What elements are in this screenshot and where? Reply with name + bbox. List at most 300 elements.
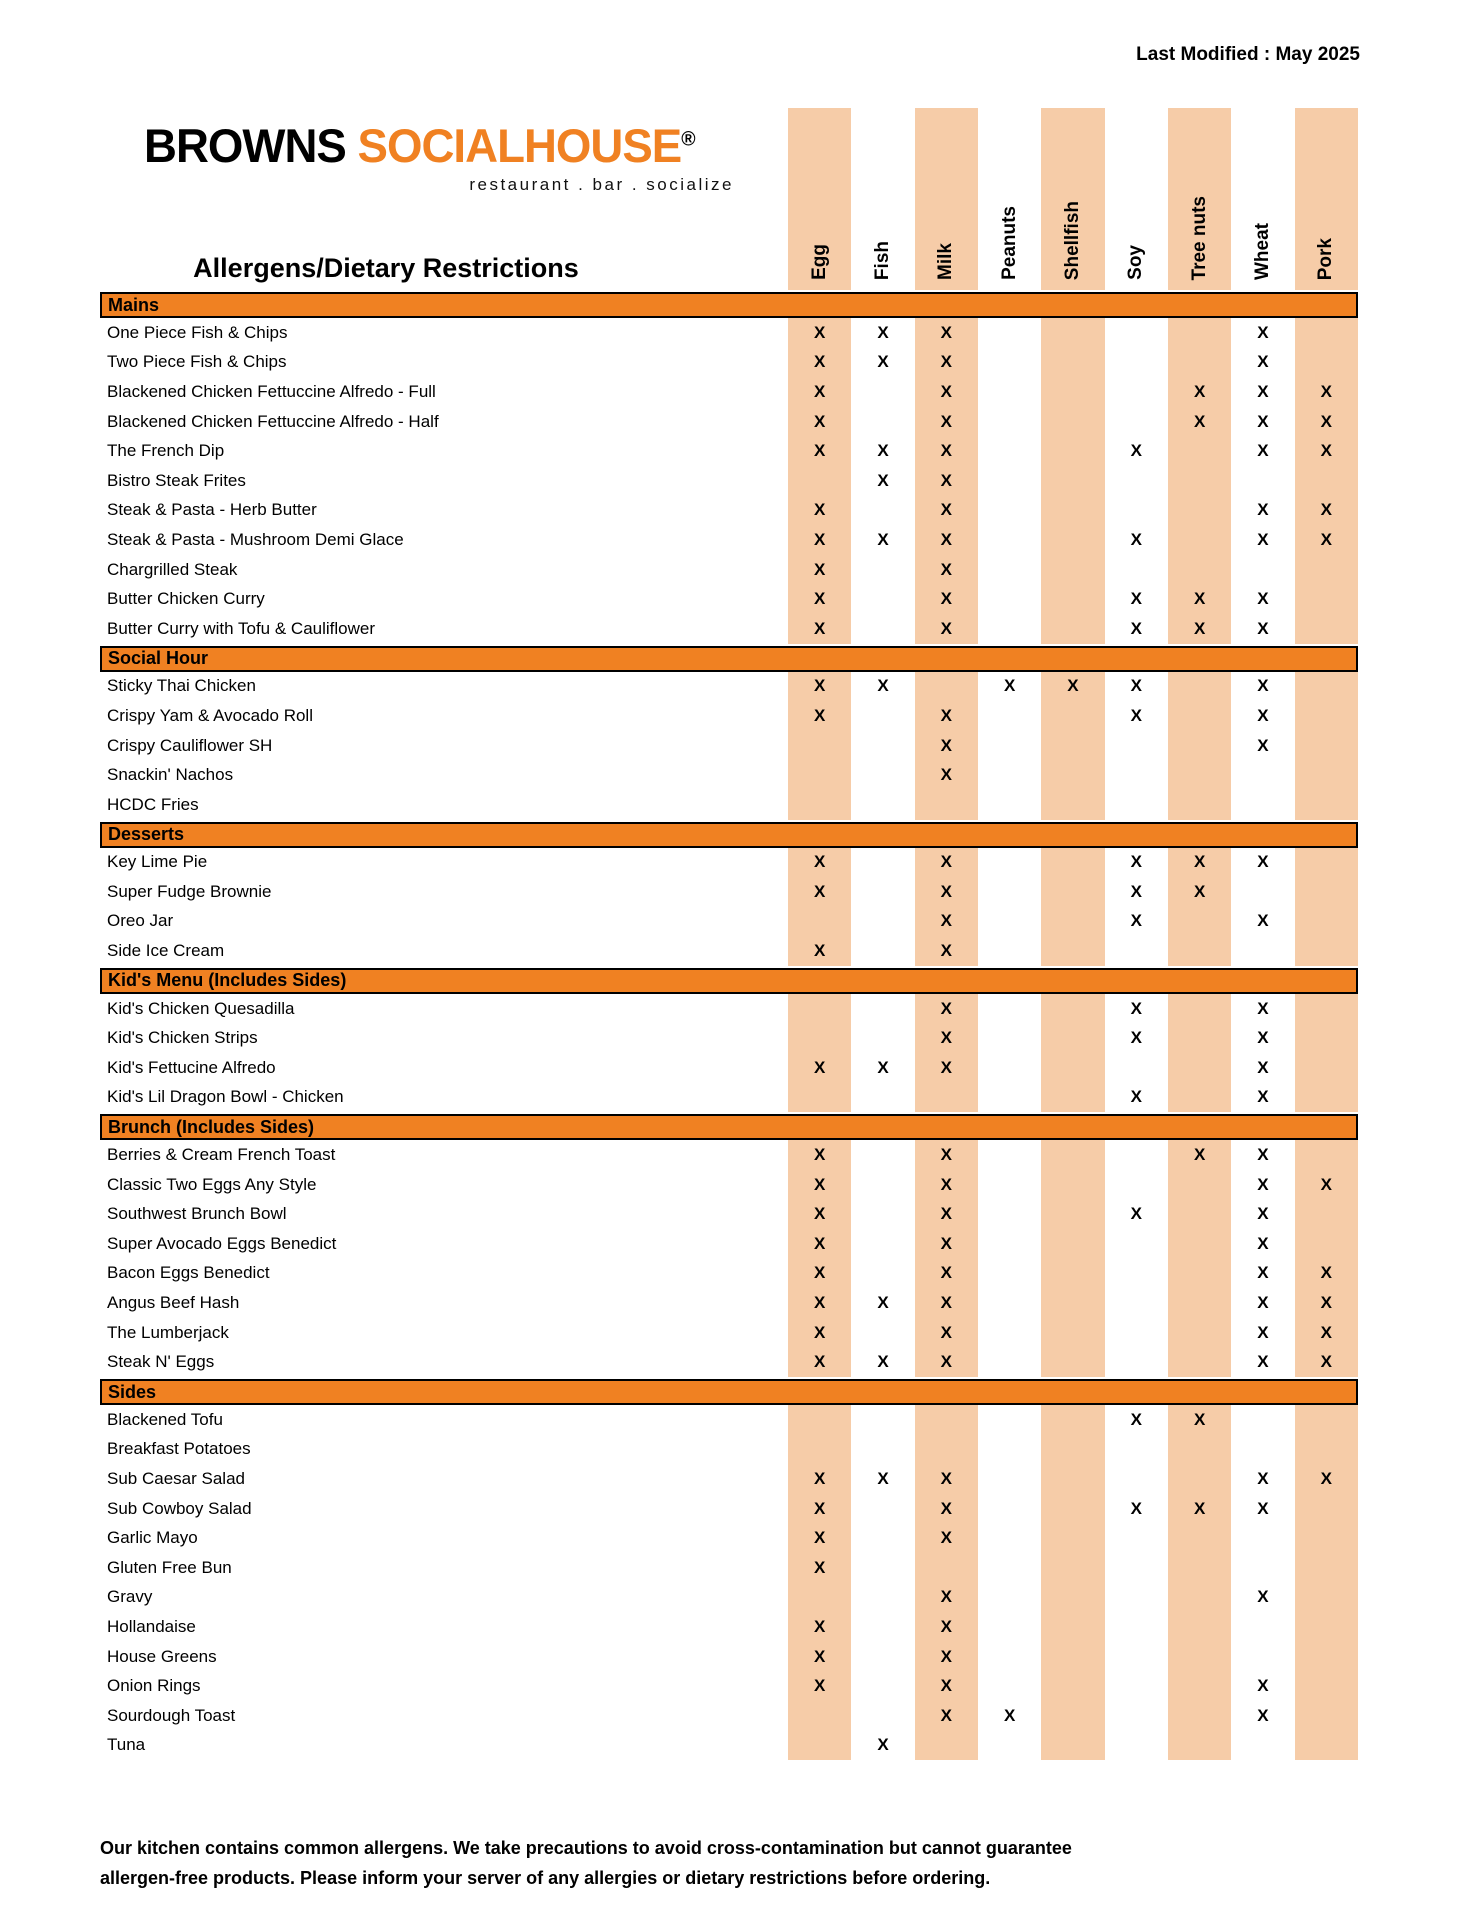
allergen-mark-wheat: X: [1257, 735, 1269, 755]
allergen-mark-soy: [1105, 1523, 1168, 1553]
allergen-mark-shellfish: [1041, 907, 1104, 937]
allergen-mark-milk: X: [915, 1523, 978, 1553]
allergen-mark-egg: X: [788, 672, 851, 702]
menu-item-row-blackened-chicken-fettuccine-alfredo-half: [100, 407, 1358, 437]
allergen-mark-peanuts: [978, 1347, 1041, 1377]
allergen-mark-shellfish: [1041, 994, 1104, 1024]
allergen-mark-fish: X: [877, 1468, 889, 1488]
allergen-mark-fish: [851, 1170, 914, 1200]
allergen-mark-wheat: X: [1257, 322, 1269, 342]
allergen-mark-shellfish: [1041, 1083, 1104, 1113]
allergen-mark-soy: [1105, 1671, 1168, 1701]
menu-item-row-kid-s-chicken-quesadilla: [100, 994, 1358, 1024]
allergen-mark-pork: [1295, 1229, 1358, 1259]
allergen-mark-soy: [1105, 496, 1168, 526]
allergen-mark-soy: X: [1130, 1498, 1142, 1518]
allergen-mark-peanuts: [978, 496, 1041, 526]
allergen-mark-milk: X: [915, 466, 978, 496]
item-name: Blackened Tofu: [107, 1409, 223, 1429]
allergen-mark-soy: [1105, 731, 1168, 761]
allergen-mark-pork: [1295, 994, 1358, 1024]
allergen-column-header-milk: [915, 108, 978, 290]
allergen-mark-tree-nuts: [1168, 936, 1231, 966]
allergen-mark-egg: [788, 1405, 851, 1435]
allergen-mark-peanuts: [978, 555, 1041, 585]
allergen-column-header-fish: [851, 108, 914, 290]
allergen-mark-peanuts: [978, 1553, 1041, 1583]
allergen-mark-tree-nuts: [1168, 348, 1231, 378]
allergen-mark-milk: X: [915, 731, 978, 761]
allergen-mark-pork: X: [1295, 525, 1358, 555]
allergen-mark-fish: [851, 1642, 914, 1672]
allergen-mark-peanuts: [978, 525, 1041, 555]
allergen-mark-wheat: X: [1257, 1293, 1269, 1313]
allergen-mark-pork: [1295, 848, 1358, 878]
allergen-mark-soy: [1105, 1553, 1168, 1583]
allergen-mark-wheat: [1231, 1612, 1294, 1642]
item-name: Kid's Lil Dragon Bowl - Chicken: [107, 1087, 344, 1107]
allergen-mark-shellfish: [1041, 436, 1104, 466]
allergen-mark-pork: [1295, 318, 1358, 348]
menu-item-row-butter-curry-with-tofu-cauliflower: [100, 614, 1358, 644]
menu-item-row-angus-beef-hash: [100, 1288, 1358, 1318]
allergen-mark-milk: [915, 790, 978, 820]
allergen-mark-pork: [1295, 1405, 1358, 1435]
item-name: Super Fudge Brownie: [107, 881, 272, 901]
allergen-mark-pork: [1295, 1494, 1358, 1524]
allergen-mark-wheat: [1231, 1405, 1294, 1435]
footer-line-2: allergen-free products. Please inform your server of any allergies or dietary restrictions before ordering.: [100, 1867, 991, 1888]
allergen-mark-milk: X: [915, 1259, 978, 1289]
allergen-mark-wheat: X: [1257, 1705, 1269, 1725]
allergen-column-label: Soy: [1125, 245, 1147, 280]
menu-item-row-hollandaise: [100, 1612, 1358, 1642]
allergen-mark-milk: X: [915, 377, 978, 407]
item-name: Steak & Pasta - Herb Butter: [107, 500, 317, 520]
allergen-mark-tree-nuts: X: [1168, 614, 1231, 644]
allergen-mark-peanuts: [978, 790, 1041, 820]
allergen-mark-pork: [1295, 466, 1358, 496]
menu-item-row-oreo-jar: [100, 907, 1358, 937]
allergen-mark-egg: X: [788, 1259, 851, 1289]
allergen-mark-egg: [788, 1701, 851, 1731]
allergen-mark-shellfish: [1041, 377, 1104, 407]
allergen-mark-tree-nuts: [1168, 1464, 1231, 1494]
allergen-mark-wheat: X: [1257, 1498, 1269, 1518]
allergen-mark-soy: [1105, 1318, 1168, 1348]
allergen-mark-peanuts: [978, 436, 1041, 466]
allergen-mark-milk: X: [915, 877, 978, 907]
allergen-mark-tree-nuts: X: [1168, 1140, 1231, 1170]
allergen-mark-fish: [851, 907, 914, 937]
allergen-mark-shellfish: [1041, 1731, 1104, 1761]
allergen-column-label: Fish: [871, 240, 893, 280]
menu-item-row-bistro-steak-frites: [100, 466, 1358, 496]
item-name: HCDC Fries: [107, 794, 199, 814]
allergen-mark-peanuts: [978, 1435, 1041, 1465]
allergen-mark-egg: [788, 790, 851, 820]
allergen-mark-peanuts: [978, 1229, 1041, 1259]
allergen-mark-pork: [1295, 1053, 1358, 1083]
allergen-mark-fish: [851, 496, 914, 526]
allergen-mark-egg: X: [788, 348, 851, 378]
allergen-mark-fish: [851, 377, 914, 407]
item-name: Butter Curry with Tofu & Cauliflower: [107, 618, 376, 638]
menu-item-row-classic-two-eggs-any-style: [100, 1170, 1358, 1200]
brand-logo: [144, 118, 750, 195]
allergen-mark-fish: [851, 936, 914, 966]
allergen-mark-soy: [1105, 466, 1168, 496]
allergen-mark-soy: X: [1130, 911, 1142, 931]
allergen-mark-milk: X: [915, 1170, 978, 1200]
allergen-mark-tree-nuts: [1168, 1229, 1231, 1259]
registered-trademark-icon: ®: [681, 128, 695, 151]
allergen-mark-pork: [1295, 1731, 1358, 1761]
last-modified-label: Last Modified : May 2025: [1136, 44, 1360, 65]
allergen-mark-pork: [1295, 1435, 1358, 1465]
allergen-mark-tree-nuts: [1168, 731, 1231, 761]
allergen-mark-peanuts: [978, 318, 1041, 348]
allergen-mark-shellfish: [1041, 1612, 1104, 1642]
item-name: Crispy Cauliflower SH: [107, 735, 273, 755]
allergen-mark-soy: X: [1130, 705, 1142, 725]
allergen-mark-egg: X: [788, 1053, 851, 1083]
allergen-mark-shellfish: [1041, 731, 1104, 761]
allergen-mark-pork: [1295, 1083, 1358, 1113]
allergen-mark-soy: X: [1130, 1087, 1142, 1107]
allergen-mark-pork: [1295, 555, 1358, 585]
allergen-mark-peanuts: [978, 1494, 1041, 1524]
allergen-mark-wheat: X: [1257, 381, 1269, 401]
allergen-mark-milk: X: [915, 1318, 978, 1348]
allergen-mark-egg: X: [788, 436, 851, 466]
menu-item-row-bacon-eggs-benedict: [100, 1259, 1358, 1289]
allergen-column-header-peanuts: [978, 108, 1041, 290]
menu-item-row-southwest-brunch-bowl: [100, 1199, 1358, 1229]
menu-item-row-garlic-mayo: [100, 1523, 1358, 1553]
allergen-mark-milk: X: [915, 760, 978, 790]
allergen-mark-tree-nuts: [1168, 1259, 1231, 1289]
allergen-mark-tree-nuts: [1168, 907, 1231, 937]
allergen-mark-tree-nuts: [1168, 1023, 1231, 1053]
allergen-mark-soy: [1105, 1053, 1168, 1083]
allergen-mark-egg: X: [788, 1170, 851, 1200]
allergen-mark-peanuts: [978, 1053, 1041, 1083]
allergen-mark-wheat: [1231, 1731, 1294, 1761]
item-name: Crispy Yam & Avocado Roll: [107, 705, 313, 725]
allergen-mark-pork: [1295, 348, 1358, 378]
menu-item-row-key-lime-pie: [100, 848, 1358, 878]
allergen-mark-milk: X: [915, 701, 978, 731]
allergen-column-label: Peanuts: [998, 206, 1020, 280]
item-name: Bistro Steak Frites: [107, 470, 246, 490]
item-name: Berries & Cream French Toast: [107, 1145, 336, 1165]
allergen-mark-shellfish: [1041, 790, 1104, 820]
allergen-mark-tree-nuts: [1168, 1553, 1231, 1583]
allergen-mark-wheat: [1231, 760, 1294, 790]
menu-item-row-side-ice-cream: [100, 936, 1358, 966]
item-name: Southwest Brunch Bowl: [107, 1204, 287, 1224]
allergen-mark-milk: X: [915, 555, 978, 585]
menu-item-row-steak-n-eggs: [100, 1347, 1358, 1377]
table-corner: [100, 108, 788, 290]
item-name: Gluten Free Bun: [107, 1557, 232, 1577]
allergen-mark-egg: X: [788, 1140, 851, 1170]
allergen-mark-fish: [851, 1199, 914, 1229]
allergen-mark-pork: [1295, 584, 1358, 614]
item-name: Sourdough Toast: [107, 1705, 236, 1725]
allergen-mark-milk: [915, 1731, 978, 1761]
allergen-mark-wheat: X: [1257, 998, 1269, 1018]
item-name: Angus Beef Hash: [107, 1293, 240, 1313]
allergen-mark-shellfish: [1041, 936, 1104, 966]
allergen-mark-wheat: X: [1257, 618, 1269, 638]
allergen-mark-fish: [851, 1318, 914, 1348]
allergen-mark-shellfish: [1041, 877, 1104, 907]
allergen-mark-shellfish: [1041, 1701, 1104, 1731]
allergen-column-header-wheat: [1231, 108, 1294, 290]
allergen-mark-fish: [851, 1023, 914, 1053]
menu-item-row-hcdc-fries: [100, 790, 1358, 820]
item-name: The Lumberjack: [107, 1322, 229, 1342]
menu-item-row-blackened-chicken-fettuccine-alfredo-full: [100, 377, 1358, 407]
allergen-mark-shellfish: [1041, 555, 1104, 585]
allergen-mark-pork: X: [1295, 1347, 1358, 1377]
brand-name-browns: BROWNS: [144, 119, 346, 172]
allergen-mark-peanuts: [978, 1023, 1041, 1053]
menu-item-row-kid-s-fettucine-alfredo: [100, 1053, 1358, 1083]
allergen-mark-soy: [1105, 1583, 1168, 1613]
menu-item-row-steak-pasta-herb-butter: [100, 496, 1358, 526]
allergen-mark-wheat: X: [1257, 1587, 1269, 1607]
allergen-mark-wheat: X: [1257, 676, 1269, 696]
allergen-mark-fish: [851, 555, 914, 585]
menu-item-row-kid-s-chicken-strips: [100, 1023, 1358, 1053]
allergen-mark-tree-nuts: [1168, 1523, 1231, 1553]
allergen-mark-fish: [851, 584, 914, 614]
allergen-mark-fish: X: [877, 676, 889, 696]
allergen-mark-wheat: [1231, 1435, 1294, 1465]
item-name: Oreo Jar: [107, 911, 174, 931]
allergen-mark-egg: X: [788, 614, 851, 644]
brand-wordmark: [144, 118, 732, 173]
section-header-brunch-includes-sides: Brunch (Includes Sides): [100, 1114, 1358, 1140]
menu-item-row-sourdough-toast: [100, 1701, 1358, 1731]
allergen-column-label: Pork: [1315, 237, 1337, 280]
allergen-mark-egg: X: [788, 701, 851, 731]
allergen-mark-pork: [1295, 1023, 1358, 1053]
item-name: Chargrilled Steak: [107, 559, 238, 579]
allergen-mark-egg: X: [788, 1347, 851, 1377]
allergen-mark-milk: X: [915, 1347, 978, 1377]
allergen-mark-soy: [1105, 1642, 1168, 1672]
allergen-mark-pork: [1295, 790, 1358, 820]
allergen-mark-tree-nuts: [1168, 1612, 1231, 1642]
allergen-mark-fish: [851, 1140, 914, 1170]
allergen-mark-pork: [1295, 1612, 1358, 1642]
allergen-mark-wheat: X: [1257, 1352, 1269, 1372]
allergen-mark-tree-nuts: [1168, 672, 1231, 702]
menu-item-row-house-greens: [100, 1642, 1358, 1672]
allergen-mark-soy: [1105, 1347, 1168, 1377]
allergen-mark-shellfish: [1041, 614, 1104, 644]
allergen-mark-milk: X: [915, 1671, 978, 1701]
allergen-mark-tree-nuts: [1168, 701, 1231, 731]
allergen-mark-shellfish: [1041, 1023, 1104, 1053]
allergen-mark-peanuts: [978, 1288, 1041, 1318]
allergen-mark-tree-nuts: X: [1168, 377, 1231, 407]
allergen-mark-peanuts: [978, 1464, 1041, 1494]
menu-item-row-onion-rings: [100, 1671, 1358, 1701]
allergen-mark-soy: [1105, 318, 1168, 348]
allergen-mark-wheat: X: [1257, 500, 1269, 520]
allergen-mark-milk: X: [915, 936, 978, 966]
table-body: [100, 292, 1358, 1760]
allergen-mark-tree-nuts: [1168, 496, 1231, 526]
allergen-mark-fish: X: [877, 470, 889, 490]
section-header-sides: Sides: [100, 1379, 1358, 1405]
allergen-mark-fish: [851, 1671, 914, 1701]
allergen-mark-tree-nuts: [1168, 1435, 1231, 1465]
allergen-mark-egg: X: [788, 1229, 851, 1259]
allergen-mark-fish: [851, 1435, 914, 1465]
allergen-mark-peanuts: [978, 584, 1041, 614]
allergen-mark-tree-nuts: [1168, 1318, 1231, 1348]
allergen-mark-peanuts: [978, 701, 1041, 731]
allergen-mark-peanuts: X: [1003, 676, 1016, 696]
allergen-mark-peanuts: [978, 1318, 1041, 1348]
allergen-mark-soy: X: [1130, 1028, 1142, 1048]
allergen-mark-soy: X: [1130, 676, 1142, 696]
allergen-mark-peanuts: [978, 877, 1041, 907]
section-header-social-hour: Social Hour: [100, 646, 1358, 672]
allergen-mark-egg: X: [788, 1318, 851, 1348]
allergen-mark-egg: [788, 1023, 851, 1053]
allergen-mark-pork: [1295, 1671, 1358, 1701]
allergen-mark-egg: X: [788, 407, 851, 437]
allergen-mark-fish: [851, 1405, 914, 1435]
allergen-mark-milk: X: [915, 525, 978, 555]
allergen-mark-wheat: X: [1257, 441, 1269, 461]
allergen-mark-pork: [1295, 614, 1358, 644]
allergen-mark-fish: [851, 1259, 914, 1289]
allergen-mark-milk: X: [915, 584, 978, 614]
item-name: Breakfast Potatoes: [107, 1439, 251, 1459]
item-name: The French Dip: [107, 441, 225, 461]
item-name: Tuna: [107, 1735, 146, 1755]
allergen-mark-egg: X: [788, 318, 851, 348]
allergen-mark-peanuts: [978, 1405, 1041, 1435]
allergen-mark-pork: [1295, 936, 1358, 966]
allergen-mark-milk: X: [915, 907, 978, 937]
menu-item-row-crispy-yam-avocado-roll: [100, 701, 1358, 731]
allergen-mark-milk: X: [915, 1642, 978, 1672]
allergen-mark-soy: X: [1130, 529, 1142, 549]
allergen-column-label: Egg: [808, 244, 830, 280]
allergen-mark-shellfish: [1041, 1288, 1104, 1318]
allergen-mark-tree-nuts: X: [1168, 584, 1231, 614]
allergen-mark-egg: X: [788, 1288, 851, 1318]
allergen-mark-egg: X: [788, 877, 851, 907]
allergen-mark-tree-nuts: X: [1168, 1494, 1231, 1524]
allergen-mark-pork: [1295, 877, 1358, 907]
allergen-mark-fish: [851, 1612, 914, 1642]
item-name: Steak & Pasta - Mushroom Demi Glace: [107, 529, 404, 549]
allergen-mark-tree-nuts: [1168, 1583, 1231, 1613]
allergen-mark-wheat: X: [1257, 1057, 1269, 1077]
item-name: Blackened Chicken Fettuccine Alfredo - Half: [107, 411, 439, 431]
allergen-mark-milk: [915, 672, 978, 702]
allergen-mark-fish: [851, 701, 914, 731]
allergen-mark-egg: [788, 731, 851, 761]
allergen-mark-tree-nuts: [1168, 760, 1231, 790]
allergen-mark-tree-nuts: [1168, 1170, 1231, 1200]
allergen-mark-egg: X: [788, 936, 851, 966]
item-name: Side Ice Cream: [107, 941, 225, 961]
allergen-mark-peanuts: [978, 466, 1041, 496]
allergen-mark-peanuts: [978, 1731, 1041, 1761]
allergen-mark-soy: [1105, 936, 1168, 966]
menu-item-row-kid-s-lil-dragon-bowl-chicken: [100, 1083, 1358, 1113]
allergen-mark-milk: X: [915, 436, 978, 466]
allergen-mark-soy: [1105, 1140, 1168, 1170]
allergen-mark-wheat: X: [1257, 1174, 1269, 1194]
allergen-mark-pork: [1295, 1642, 1358, 1672]
allergen-mark-milk: X: [915, 1612, 978, 1642]
allergen-mark-fish: [851, 407, 914, 437]
allergen-mark-shellfish: [1041, 525, 1104, 555]
allergen-mark-soy: [1105, 1435, 1168, 1465]
allergen-mark-wheat: X: [1257, 1028, 1269, 1048]
allergen-mark-fish: X: [877, 1057, 889, 1077]
allergen-mark-peanuts: [978, 1083, 1041, 1113]
allergen-mark-wheat: [1231, 1553, 1294, 1583]
allergen-mark-tree-nuts: [1168, 1083, 1231, 1113]
allergen-mark-egg: [788, 1083, 851, 1113]
allergen-mark-wheat: X: [1257, 705, 1269, 725]
allergen-mark-soy: [1105, 348, 1168, 378]
allergen-mark-pork: [1295, 1553, 1358, 1583]
allergen-mark-soy: X: [1130, 1409, 1142, 1429]
allergen-mark-fish: [851, 1701, 914, 1731]
allergen-mark-pork: X: [1295, 377, 1358, 407]
allergen-mark-shellfish: [1041, 1523, 1104, 1553]
allergen-mark-tree-nuts: X: [1168, 848, 1231, 878]
allergen-mark-fish: [851, 1083, 914, 1113]
allergen-mark-wheat: X: [1257, 1676, 1269, 1696]
allergen-mark-egg: X: [788, 525, 851, 555]
allergen-mark-fish: [851, 877, 914, 907]
allergen-mark-tree-nuts: [1168, 525, 1231, 555]
allergen-mark-fish: X: [877, 1352, 889, 1372]
allergen-mark-tree-nuts: [1168, 436, 1231, 466]
allergen-mark-peanuts: [978, 1170, 1041, 1200]
allergen-mark-egg: X: [788, 1671, 851, 1701]
allergen-mark-shellfish: [1041, 1053, 1104, 1083]
allergen-mark-milk: X: [915, 1023, 978, 1053]
menu-item-row-gluten-free-bun: [100, 1553, 1358, 1583]
menu-item-row-super-avocado-eggs-benedict: [100, 1229, 1358, 1259]
allergen-column-label: Milk: [935, 243, 957, 280]
allergen-mark-wheat: X: [1257, 529, 1269, 549]
allergen-mark-pork: X: [1295, 436, 1358, 466]
item-name: Bacon Eggs Benedict: [107, 1263, 270, 1283]
allergen-mark-peanuts: [978, 1671, 1041, 1701]
allergen-mark-peanuts: [978, 1642, 1041, 1672]
allergen-mark-wheat: [1231, 790, 1294, 820]
allergen-mark-fish: X: [877, 1293, 889, 1313]
allergen-mark-shellfish: [1041, 1642, 1104, 1672]
